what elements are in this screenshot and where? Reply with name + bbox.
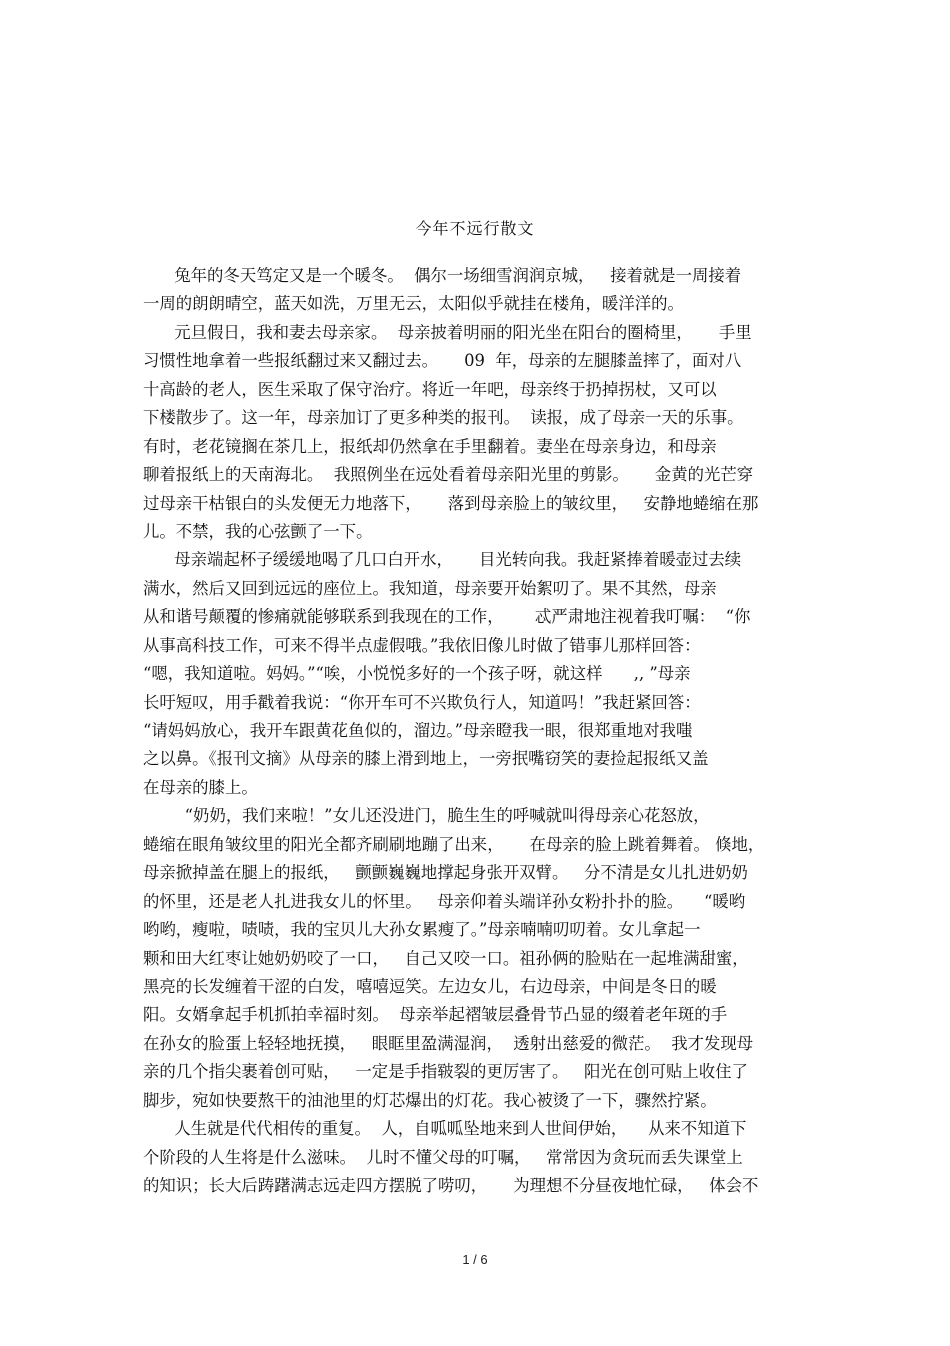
text-line: 十高龄的老人，医生采取了保守治疗。将近一年吧，母亲终于扔掉拐杖，又可以 (143, 379, 717, 399)
text-line: 聊着报纸上的天南海北。 我照例坐在远处看着母亲阳光里的剪影。 金黄的光芒穿 (143, 465, 754, 485)
text-line: 在孙女的脸蛋上轻轻地抚摸， 眼眶里盈满湿润， 透射出慈爱的微茫。 我才发现母 (143, 1033, 754, 1053)
text-line: 哟哟，瘦啦，啧啧，我的宝贝儿大孙女累瘦了。”母亲喃喃叨叨着。女儿拿起一 (143, 920, 701, 940)
text-line: 母亲端起杯子缓缓地喝了几口白开水， 目光转向我。我赶紧捧着暖壶过去续 (143, 550, 742, 570)
text-line: “请妈妈放心，我开车跟黄花鱼似的，溜边。”母亲瞪我一眼，很郑重地对我嗤 (143, 721, 693, 740)
text-line: “奶奶，我们来啦！”女儿还没进门，脆生生的呼喊就叫得母亲心花怒放， (143, 806, 710, 826)
text-line: “嗯，我知道啦。妈妈。”“唉，小悦悦多好的一个孩子呀，就这样 ,, ”母亲 (143, 664, 691, 684)
text-line: 从事高科技工作，可来不得半点虚假哦。”我依旧像儿时做了错事儿那样回答： (143, 635, 701, 655)
text-line: 人生就是代代相传的重复。 人，自呱呱坠地来到人世间伊始， 从来不知道下 (143, 1119, 747, 1139)
text-line: 长吁短叹，用手戳着我说：“你开车可不兴欺负行人，知道吗！”我赶紧回答： (143, 692, 701, 712)
text-line: 在母亲的膝上。 (143, 777, 258, 797)
text-line: 兔年的冬天笃定又是一个暖冬。 偶尔一场细雪润润京城， 接着就是一周接着 (143, 266, 742, 285)
text-line: 蜷缩在眼角皱纹里的阳光全都齐刷刷地蹦了出来， 在母亲的脸上跳着舞着。 倏地， (143, 834, 765, 854)
essay-body (143, 262, 813, 1200)
text-line: 下楼散步了。这一年，母亲加订了更多种类的报刊。 读报，成了母亲一天的乐事。 (143, 408, 744, 428)
text-line: 元旦假日，我和妻去母亲家。 母亲披着明丽的阳光坐在阳台的圈椅里， 手里 (143, 322, 752, 342)
text-line: 满水，然后又回到远远的座位上。我知道，母亲要开始絮叨了。果不其然，母亲 (143, 578, 717, 598)
text-line: 黑亮的长发缠着干涩的白发，嘻嘻逗笑。左边女儿，右边母亲，中间是冬日的暖 (143, 976, 717, 996)
text-line: 一周的朗朗晴空，蓝天如洗，万里无云，太阳似乎就挂在楼角，暖洋洋的。 (143, 294, 684, 314)
text-line: 的怀里，还是老人扎进我女儿的怀里。 母亲仰着头端详孙女粉扑扑的脸。 “暖哟 (143, 891, 746, 911)
text-line: 母亲掀掉盖在腿上的报纸， 颤颤巍巍地撑起身张开双臂。 分不清是女儿扎进奶奶 (143, 863, 748, 883)
text-line: 从和谐号颠覆的惨痛就能够联系到我现在的工作， 忒严肃地注视着我叮嘱： “你 (143, 607, 751, 627)
text-line: 脚步，宛如快要熬干的油池里的灯芯爆出的灯花。我心被烫了一下，骤然拧紧。 (143, 1090, 717, 1110)
text-line: 的知识；长大后踌躇满志远走四方摆脱了唠叨， 为理想不分昼夜地忙碌， 体会不 (143, 1176, 759, 1195)
document-title: 今年不远行散文 (415, 219, 535, 238)
text-line: 习惯性地拿着一些报纸翻过来又翻过去。 09 年，母亲的左腿膝盖摔了，面对八 (143, 351, 742, 371)
text-line: 个阶段的人生将是什么滋味。 儿时不懂父母的叮嘱， 常常因为贪玩而丢失课堂上 (143, 1147, 743, 1167)
page-number: 1 / 6 (462, 1252, 488, 1267)
text-line: 有时，老花镜搁在茶几上，报纸却仍然拿在手里翻着。妻坐在母亲身边，和母亲 (143, 436, 717, 456)
text-line: 儿。不禁，我的心弦颤了一下。 (143, 521, 373, 541)
text-line: 亲的几个指尖裹着创可贴， 一定是手指皲裂的更厉害了。 阳光在创可贴上收住了 (143, 1062, 748, 1082)
text-line: 之以鼻。《报刊文摘》从母亲的膝上滑到地上，一旁抿嘴窃笑的妻捡起报纸又盖 (143, 749, 709, 769)
text-line: 颗和田大红枣让她奶奶咬了一口， 自己又咬一口。祖孙俩的脸贴在一起堆满甜蜜， (143, 948, 749, 968)
text-line: 过母亲干枯银白的头发便无力地落下， 落到母亲脸上的皱纹里， 安静地蜷缩在那 (143, 493, 759, 513)
text-line: 阳。女婿拿起手机抓拍幸福时刻。 母亲举起褶皱层叠骨节凸显的缀着老年斑的手 (143, 1005, 728, 1025)
